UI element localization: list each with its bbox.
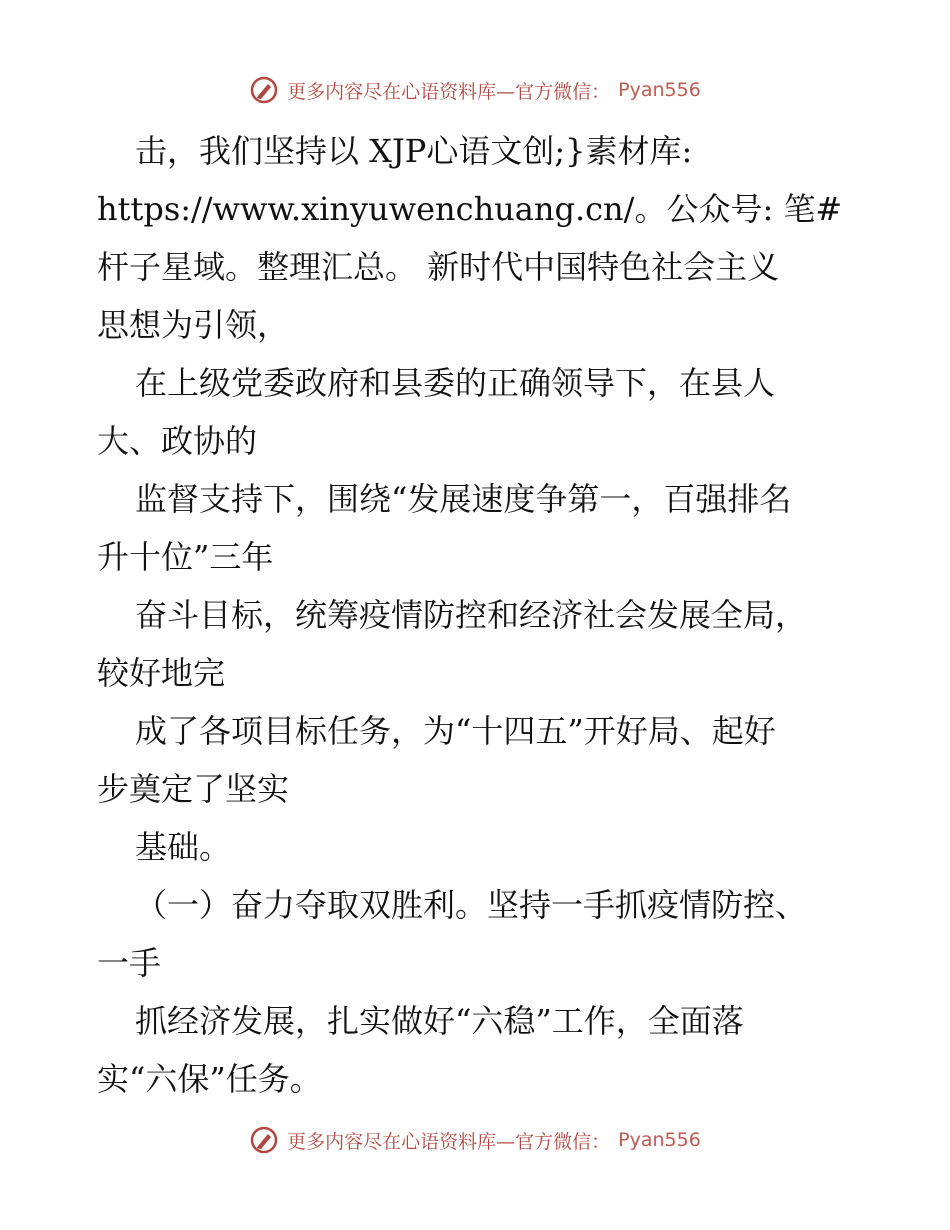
text-line: 监督支持下，围绕“发展速度争第一，百强排名: [135, 480, 792, 518]
text-line: 一手: [97, 944, 162, 982]
text-line: 杆子星域。整理汇总。 新时代中国特色社会主义: [97, 248, 780, 286]
text-line: 抓经济发展，扎实做好“六稳”工作，全面落: [135, 1002, 744, 1040]
watermark-contact: Pyan556: [618, 79, 701, 101]
watermark-text: 更多内容尽在心语资料库—官方微信：: [287, 80, 611, 103]
footer-watermark: [0, 1120, 950, 1160]
pen-logo-icon: [249, 75, 279, 105]
text-line: https://www.xinyuwenchuang.cn/。公众号: 笔#: [97, 190, 843, 228]
watermark-text: 更多内容尽在心语资料库—官方微信：: [287, 1130, 611, 1153]
text-line: 升十位”三年: [97, 538, 274, 576]
text-line: （一）奋力夺取双胜利。坚持一手抓疫情防控、: [135, 886, 808, 924]
text-line: 大、政协的: [97, 422, 258, 460]
document-body: [97, 122, 857, 1108]
text-line: 在上级党委政府和县委的正确领导下，在县人: [135, 364, 776, 402]
watermark-contact: Pyan556: [618, 1129, 701, 1151]
text-line: 实“六保”任务。: [97, 1060, 322, 1098]
text-line: 思想为引领，: [97, 306, 290, 344]
header-watermark: [0, 70, 950, 110]
text-line: 基础。: [135, 828, 232, 866]
text-line: 击，我们坚持以 XJP心语文创;}素材库:: [135, 132, 693, 170]
text-line: 成了各项目标任务，为“十四五”开好局、起好: [135, 712, 776, 750]
pen-logo-icon: [249, 1125, 279, 1155]
text-line: 步奠定了坚实: [97, 770, 290, 808]
text-line: 奋斗目标，统筹疫情防控和经济社会发展全局，: [135, 596, 808, 634]
text-line: 较好地完: [97, 654, 226, 692]
